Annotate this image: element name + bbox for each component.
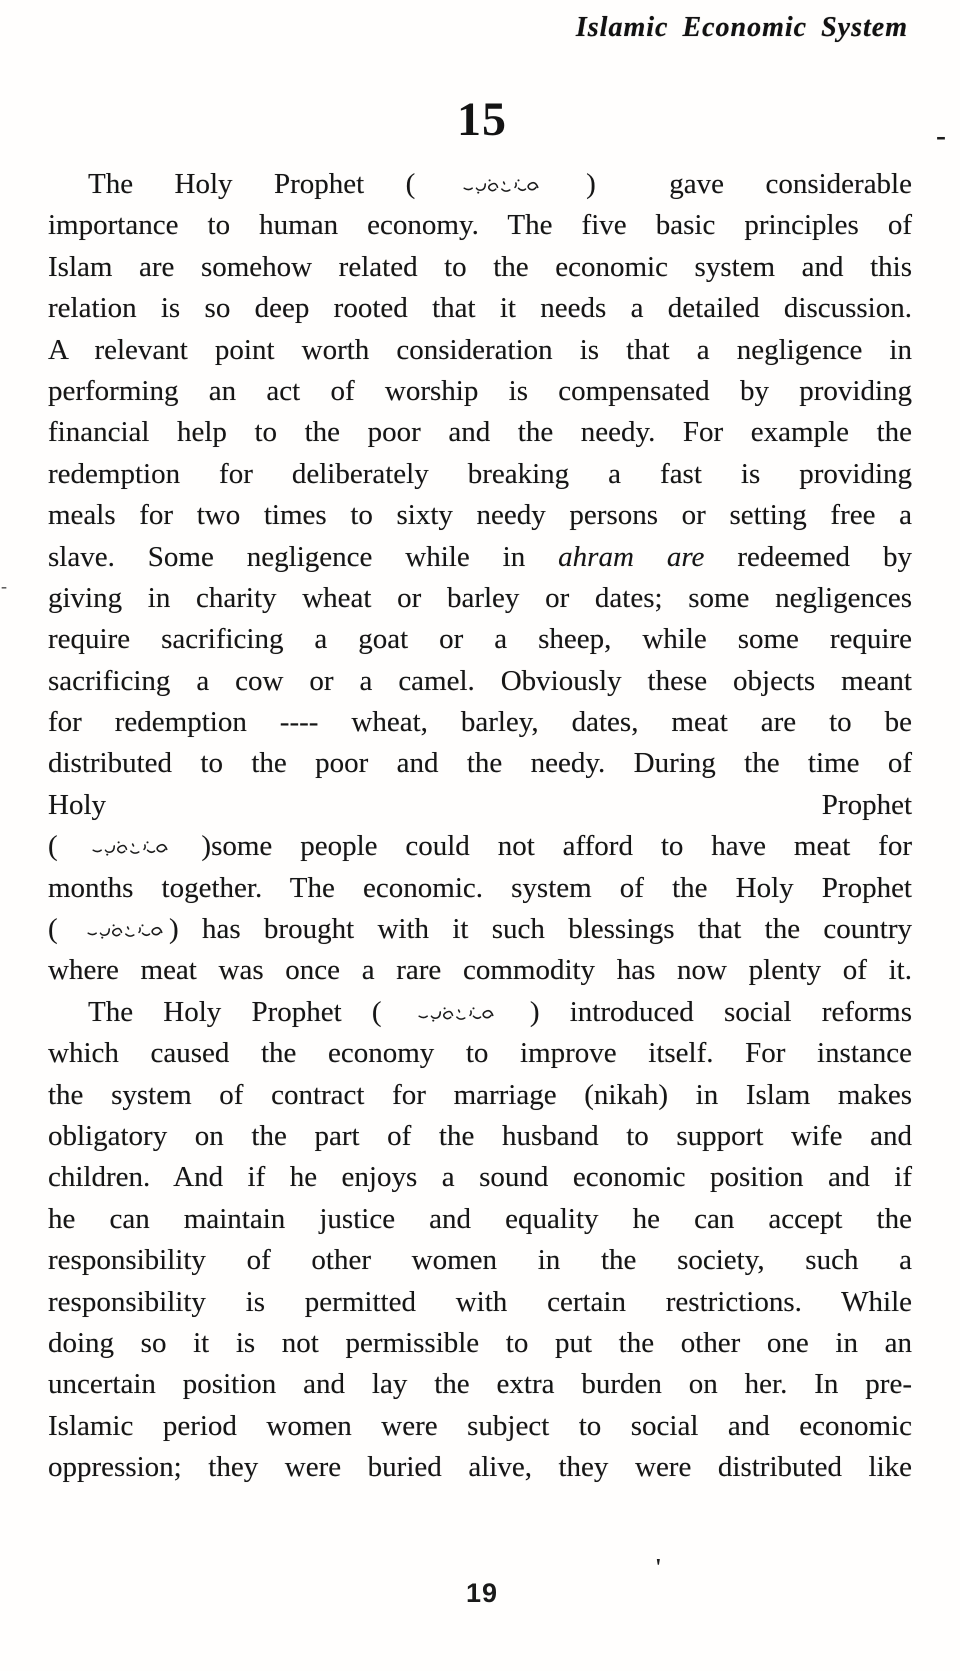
text-run: sacrificing a cow or a camel. Obviously these objects meant bbox=[48, 664, 912, 697]
text-run: uncertain position and lay the extra burden on her. In pre- bbox=[48, 1368, 912, 1401]
chapter-number: 15 bbox=[457, 93, 507, 146]
text-run: the system of contract for marriage (nikah) in Islam makes bbox=[48, 1078, 912, 1111]
text-run: obligatory on the part of the husband to support wife and bbox=[48, 1119, 912, 1152]
text-run: require sacrificing a goat or a sheep, while some require bbox=[48, 623, 912, 656]
text-run: responsibility of other women in the society, such a bbox=[48, 1244, 912, 1277]
text-line bbox=[48, 1033, 912, 1074]
text-run: ( bbox=[48, 913, 81, 946]
text-run: doing so it is not permissible to put the other one in an bbox=[48, 1326, 912, 1359]
text-line bbox=[48, 909, 912, 950]
text-run: The Holy Prophet ( bbox=[88, 168, 457, 200]
text-run: for redemption ---- wheat, barley, dates, meat are to be bbox=[48, 706, 912, 739]
text-run: Islam are somehow related to the economic system and this bbox=[48, 250, 912, 283]
stray-tick-mark: ' bbox=[655, 1555, 662, 1581]
text-line bbox=[48, 1075, 912, 1116]
text-run: which caused the economy to improve itself. For instance bbox=[48, 1037, 912, 1070]
text-run: he can maintain justice and equality he can accept the bbox=[48, 1202, 912, 1235]
text-line bbox=[48, 661, 912, 702]
text-line bbox=[48, 412, 912, 453]
text-run: ) introduced social reforms bbox=[499, 995, 912, 1028]
text-run: where meat was once a rare commodity has now plenty of it. bbox=[48, 954, 912, 987]
text-run: Holy Prophet bbox=[48, 788, 912, 821]
text-line bbox=[48, 619, 912, 660]
text-run: children. And if he enjoys a sound economic position and if bbox=[48, 1161, 912, 1194]
stray-margin-dash: - bbox=[936, 119, 946, 152]
text-line bbox=[48, 1406, 912, 1447]
paragraph bbox=[48, 164, 912, 992]
arabic-honorific bbox=[81, 909, 169, 950]
text-run: Islamic period women were subject to social and economic bbox=[48, 1409, 912, 1442]
text-line bbox=[48, 950, 912, 991]
text-line bbox=[48, 578, 912, 619]
text-run: ) has brought with it such blessings that the country bbox=[168, 913, 912, 946]
text-run: financial help to the poor and the needy. For example the bbox=[48, 416, 912, 449]
paragraph bbox=[48, 992, 912, 1489]
text-run: importance to human economy. The five basic principles of bbox=[48, 209, 912, 242]
text-run: ( bbox=[48, 830, 86, 863]
text-run: redeemed by bbox=[704, 540, 912, 573]
text-line bbox=[48, 702, 912, 743]
arabic-honorific bbox=[86, 826, 174, 867]
text-line bbox=[48, 288, 912, 329]
text-run: A relevant point worth consideration is that a negligence in bbox=[48, 333, 912, 366]
text-line bbox=[48, 454, 912, 495]
stray-left-margin-mark: - bbox=[1, 576, 7, 596]
text-line bbox=[48, 1364, 912, 1405]
text-run: oppression; they were buried alive, they were distributed like bbox=[48, 1451, 912, 1484]
text-run: responsibility is permitted with certain restrictions. While bbox=[48, 1285, 912, 1318]
text-line bbox=[48, 992, 912, 1033]
text-line bbox=[48, 164, 912, 205]
text-run: giving in charity wheat or barley or dates; some negligences bbox=[48, 581, 912, 614]
text-run: slave. Some negligence while in bbox=[48, 540, 559, 573]
text-run: ) bbox=[544, 168, 596, 200]
text-run: )some people could not afford to have meat for bbox=[173, 830, 912, 863]
text-run: performing an act of worship is compensated by providing bbox=[48, 374, 912, 407]
text-line bbox=[48, 743, 912, 784]
arabic-honorific bbox=[457, 164, 545, 205]
text-line bbox=[48, 205, 912, 246]
text-line bbox=[48, 1157, 912, 1198]
text-run: gave considerable bbox=[627, 168, 912, 200]
text-run: redemption for deliberately breaking a fast is providing bbox=[48, 457, 912, 490]
text-line bbox=[48, 1323, 912, 1364]
running-header-title: Islamic Economic System bbox=[575, 12, 908, 43]
text-line bbox=[48, 1447, 912, 1488]
text-line bbox=[48, 826, 912, 867]
text-line bbox=[48, 371, 912, 412]
text-run: months together. The economic. system of the Holy Prophet bbox=[48, 871, 912, 904]
text-run: relation is so deep rooted that it needs a detailed discussion. bbox=[48, 292, 912, 325]
text-line bbox=[48, 868, 912, 909]
text-run: meals for two times to sixty needy persons or setting free a bbox=[48, 499, 912, 532]
text-line bbox=[48, 1282, 912, 1323]
text-line bbox=[48, 1199, 912, 1240]
text-run: distributed to the poor and the needy. During the time of bbox=[48, 747, 912, 780]
text-line bbox=[48, 785, 912, 826]
text-line bbox=[48, 1240, 912, 1281]
italic-term: ahram are bbox=[558, 540, 705, 573]
text-line bbox=[48, 247, 912, 288]
arabic-honorific bbox=[412, 992, 500, 1033]
text-run: The Holy Prophet ( bbox=[88, 995, 412, 1028]
text-line bbox=[48, 1116, 912, 1157]
text-line bbox=[48, 330, 912, 371]
text-line bbox=[48, 537, 912, 578]
page-body-text bbox=[48, 164, 912, 1489]
page-number: 19 bbox=[465, 1578, 499, 1608]
text-line bbox=[48, 495, 912, 536]
